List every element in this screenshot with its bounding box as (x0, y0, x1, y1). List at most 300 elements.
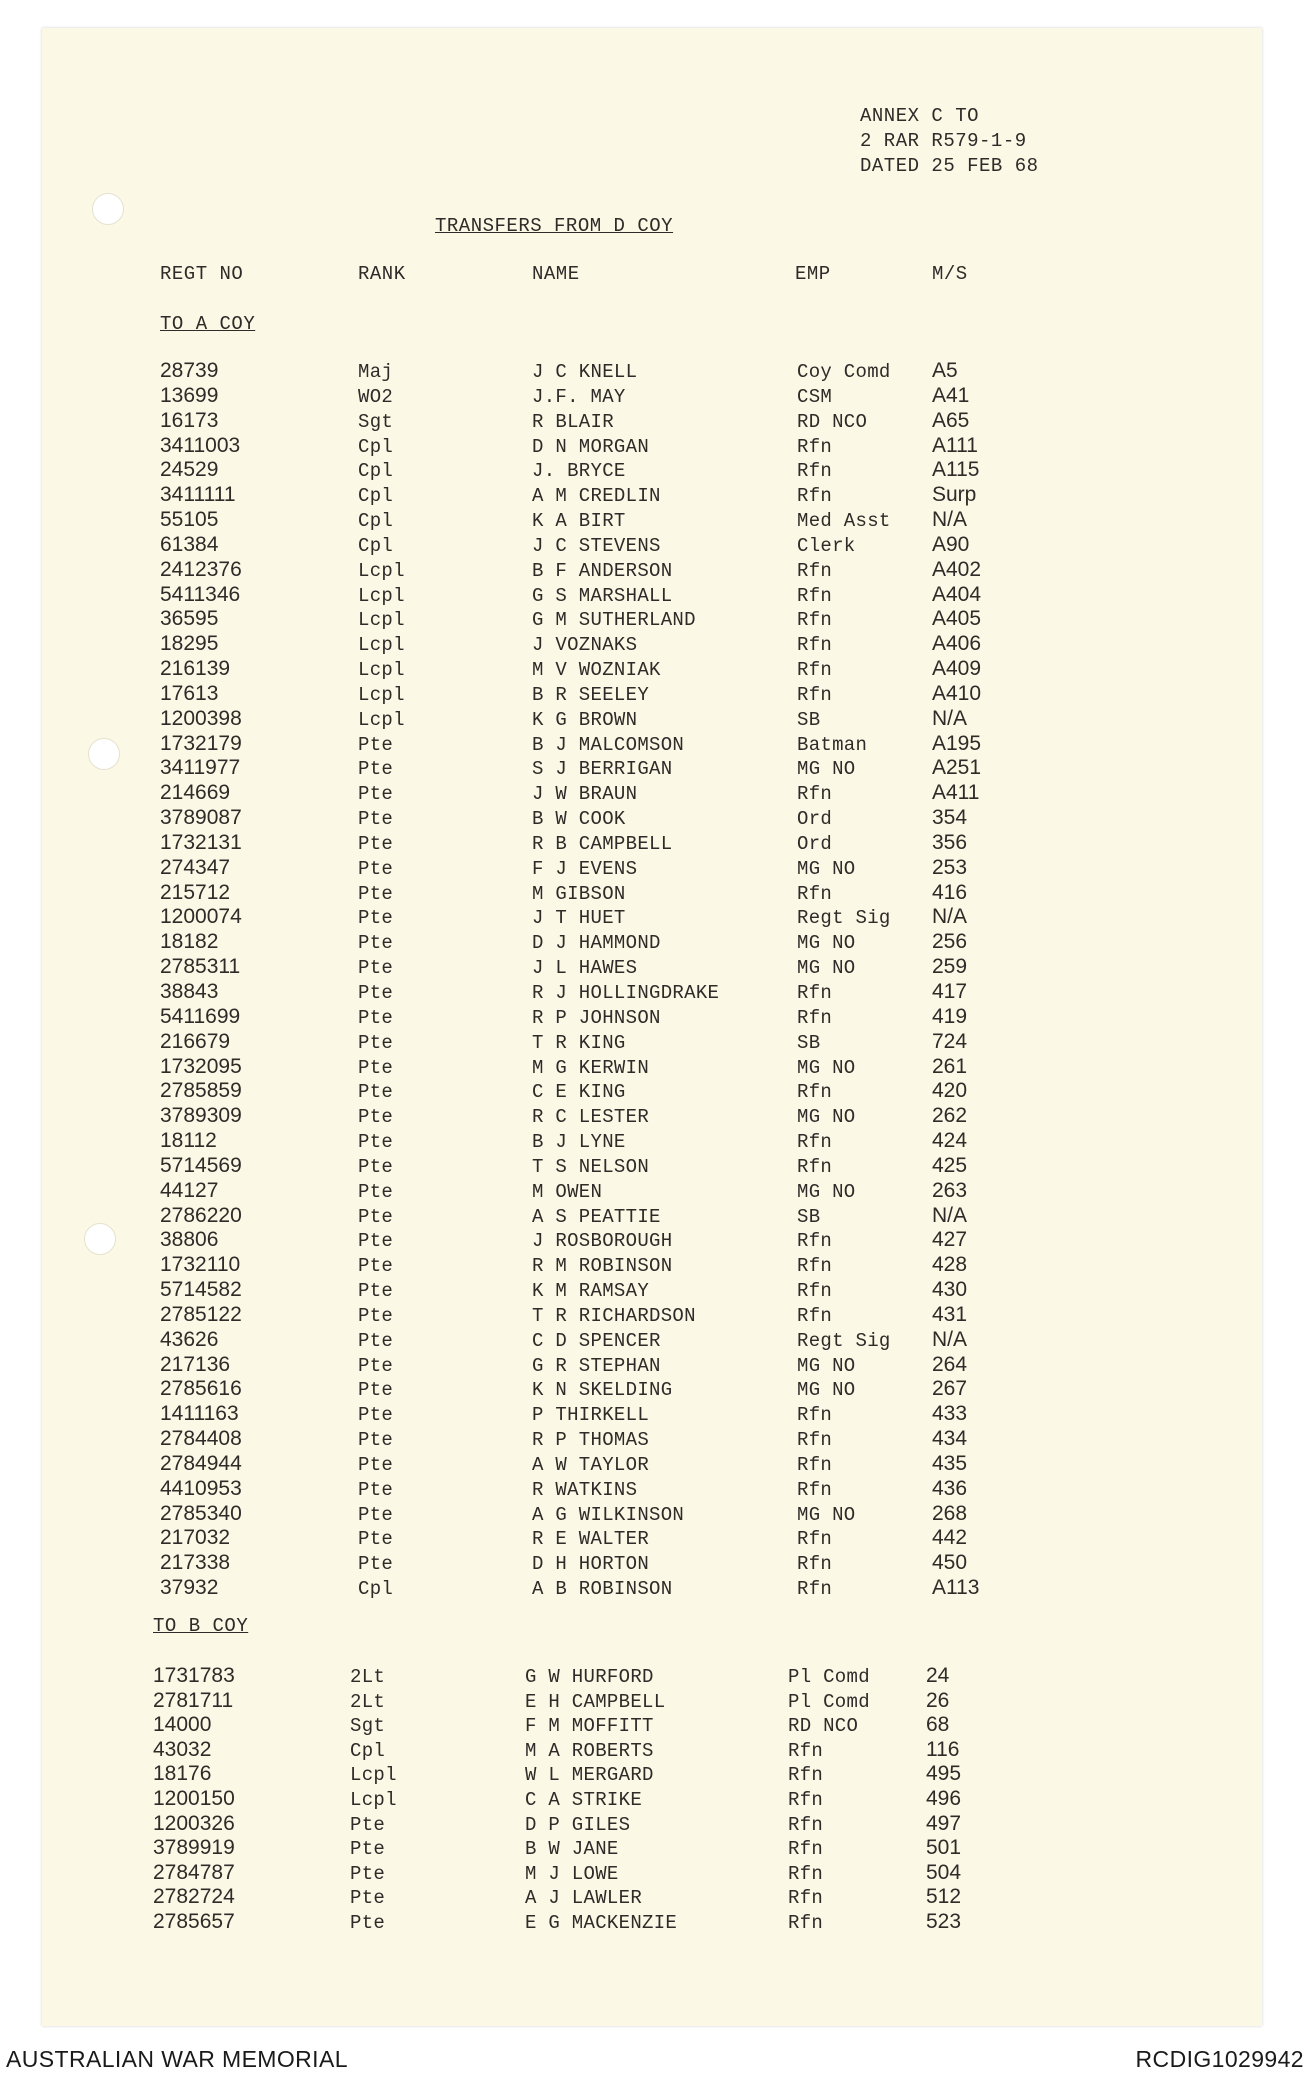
cell-name: J.F. MAY (532, 386, 626, 408)
annex-reference (860, 104, 1039, 179)
cell-name: E G MACKENZIE (525, 1912, 678, 1934)
cell-regt: 3789309 (160, 1104, 242, 1127)
table-row (0, 709, 1316, 734)
cell-rank: Cpl (358, 510, 394, 532)
cell-name: A G WILKINSON (532, 1504, 685, 1526)
table-row (0, 1330, 1316, 1355)
table-row (0, 1912, 1316, 1937)
cell-regt: 1731783 (153, 1664, 235, 1687)
table-row (0, 659, 1316, 684)
table-row (0, 1528, 1316, 1553)
cell-emp: CSM (797, 386, 833, 408)
cell-rank: Pte (358, 1106, 394, 1128)
cell-ms: 24 (926, 1664, 950, 1687)
cell-ms: A41 (932, 384, 970, 407)
table-row (0, 535, 1316, 560)
table-row (0, 1838, 1316, 1863)
cell-rank: 2Lt (350, 1666, 386, 1688)
cell-ms: 724 (932, 1030, 968, 1053)
cell-emp: Rfn (788, 1764, 824, 1786)
cell-ms: 268 (932, 1502, 968, 1525)
cell-ms: 425 (932, 1154, 968, 1177)
cell-regt: 28739 (160, 359, 219, 382)
cell-name: C E KING (532, 1081, 626, 1103)
cell-rank: Lcpl (358, 560, 405, 582)
cell-name: M J LOWE (525, 1863, 619, 1885)
table-row (0, 1081, 1316, 1106)
cell-regt: 38843 (160, 980, 219, 1003)
cell-emp: Pl Comd (788, 1666, 870, 1688)
cell-regt: 3789087 (160, 806, 242, 829)
cell-ms: A90 (932, 533, 970, 556)
table-row (0, 1305, 1316, 1330)
cell-rank: Lcpl (358, 609, 405, 631)
section-heading: TO A COY (160, 313, 256, 335)
date-line: DATED 25 FEB 68 (860, 155, 1039, 177)
cell-ms: A65 (932, 409, 970, 432)
cell-emp: Batman (797, 734, 868, 756)
cell-rank: Pte (358, 1255, 394, 1277)
cell-rank: 2Lt (350, 1691, 386, 1713)
cell-emp: SB (797, 709, 821, 731)
cell-name: G W HURFORD (525, 1666, 654, 1688)
cell-regt: 2785122 (160, 1303, 242, 1326)
table-row (0, 1553, 1316, 1578)
cell-regt: 36595 (160, 607, 219, 630)
table-row (0, 1106, 1316, 1131)
cell-emp: Rfn (797, 585, 833, 607)
cell-rank: Pte (358, 1181, 394, 1203)
cell-name: W L MERGARD (525, 1764, 654, 1786)
column-header-ms: M/S (932, 263, 968, 285)
cell-emp: Rfn (788, 1740, 824, 1762)
cell-rank: Pte (358, 883, 394, 905)
cell-ms: 262 (932, 1104, 968, 1127)
cell-name: R E WALTER (532, 1528, 650, 1550)
table-row (0, 858, 1316, 883)
cell-rank: Cpl (358, 1578, 394, 1600)
cell-rank: Sgt (350, 1715, 386, 1737)
cell-rank: Lcpl (358, 634, 405, 656)
cell-regt: 43626 (160, 1328, 219, 1351)
cell-regt: 216679 (160, 1030, 231, 1053)
cell-ms: 261 (932, 1055, 968, 1078)
cell-rank: Pte (358, 1504, 394, 1526)
cell-ms: N/A (932, 707, 968, 730)
cell-regt: 274347 (160, 856, 231, 879)
cell-name: D N MORGAN (532, 436, 650, 458)
cell-ms: A404 (932, 583, 982, 606)
cell-regt: 217032 (160, 1526, 231, 1549)
cell-emp: Rfn (797, 1454, 833, 1476)
cell-ms: 417 (932, 980, 968, 1003)
reference-line: 2 RAR R579-1-9 (860, 130, 1027, 152)
cell-regt: 18182 (160, 930, 219, 953)
cell-emp: Ord (797, 808, 833, 830)
cell-ms: A195 (932, 732, 982, 755)
cell-rank: Pte (358, 1131, 394, 1153)
cell-ms: Surp (932, 483, 977, 506)
cell-regt: 1200150 (153, 1787, 235, 1810)
table-row (0, 1156, 1316, 1181)
cell-regt: 38806 (160, 1228, 219, 1251)
cell-name: J C KNELL (532, 361, 638, 383)
cell-name: J. BRYCE (532, 460, 626, 482)
cell-regt: 217338 (160, 1551, 231, 1574)
cell-regt: 13699 (160, 384, 219, 407)
cell-name: M V WOZNIAK (532, 659, 661, 681)
cell-ms: 504 (926, 1861, 962, 1884)
cell-regt: 5411346 (160, 583, 241, 606)
cell-name: C D SPENCER (532, 1330, 661, 1352)
table-row (0, 1479, 1316, 1504)
cell-rank: WO2 (358, 386, 394, 408)
cell-name: D J HAMMOND (532, 932, 661, 954)
cell-regt: 1200074 (160, 905, 242, 928)
cell-name: B R SEELEY (532, 684, 650, 706)
cell-ms: A402 (932, 558, 982, 581)
cell-name: B J LYNE (532, 1131, 626, 1153)
table-row (0, 460, 1316, 485)
cell-emp: Rfn (788, 1863, 824, 1885)
table-row (0, 907, 1316, 932)
cell-rank: Lcpl (350, 1764, 397, 1786)
cell-rank: Pte (358, 1057, 394, 1079)
cell-ms: N/A (932, 905, 968, 928)
cell-rank: Pte (358, 1404, 394, 1426)
column-header-regt-no: REGT NO (160, 263, 244, 285)
cell-regt: 61384 (160, 533, 219, 556)
cell-rank: Pte (358, 1156, 394, 1178)
cell-regt: 3411003 (160, 434, 241, 457)
cell-name: C A STRIKE (525, 1789, 643, 1811)
cell-rank: Pte (358, 783, 394, 805)
footer-catalogue-id: RCDIG1029942 (1135, 2046, 1304, 2072)
cell-name: A J LAWLER (525, 1887, 643, 1909)
table-row (0, 1379, 1316, 1404)
cell-name: E H CAMPBELL (525, 1691, 666, 1713)
cell-name: A S PEATTIE (532, 1206, 661, 1228)
cell-name: B W JANE (525, 1838, 619, 1860)
cell-emp: Rfn (797, 659, 833, 681)
cell-rank: Maj (358, 361, 394, 383)
cell-rank: Cpl (358, 436, 394, 458)
cell-rank: Lcpl (350, 1789, 397, 1811)
cell-ms: A115 (932, 458, 980, 481)
table-row (0, 758, 1316, 783)
cell-emp: Rfn (797, 460, 833, 482)
table-row (0, 386, 1316, 411)
cell-name: T R RICHARDSON (532, 1305, 696, 1327)
cell-name: K M RAMSAY (532, 1280, 650, 1302)
cell-emp: MG NO (797, 957, 856, 979)
cell-rank: Pte (358, 1528, 394, 1550)
cell-name: R BLAIR (532, 411, 614, 433)
cell-name: A M CREDLIN (532, 485, 661, 507)
cell-rank: Pte (358, 1081, 394, 1103)
table-row (0, 833, 1316, 858)
cell-name: G S MARSHALL (532, 585, 673, 607)
table-row (0, 361, 1316, 386)
cell-emp: Rfn (797, 1479, 833, 1501)
cell-ms: 430 (932, 1278, 968, 1301)
cell-rank: Pte (358, 1206, 394, 1228)
cell-name: P THIRKELL (532, 1404, 650, 1426)
cell-emp: Rfn (797, 1131, 833, 1153)
cell-rank: Pte (358, 1007, 394, 1029)
cell-name: T S NELSON (532, 1156, 650, 1178)
table-row (0, 684, 1316, 709)
cell-emp: Rfn (788, 1789, 824, 1811)
cell-ms: 495 (926, 1762, 962, 1785)
table-row (0, 1715, 1316, 1740)
cell-regt: 5714569 (160, 1154, 242, 1177)
cell-ms: 26 (926, 1689, 950, 1712)
cell-ms: N/A (932, 1328, 968, 1351)
cell-name: R C LESTER (532, 1106, 650, 1128)
cell-emp: Rfn (797, 436, 833, 458)
cell-ms: 433 (932, 1402, 968, 1425)
cell-ms: 512 (926, 1885, 962, 1908)
cell-ms: A5 (932, 359, 958, 382)
cell-rank: Pte (358, 1330, 394, 1352)
cell-ms: A411 (932, 781, 980, 804)
table-row (0, 1578, 1316, 1603)
cell-regt: 2785859 (160, 1079, 242, 1102)
table-row (0, 1666, 1316, 1691)
cell-rank: Pte (358, 907, 394, 929)
table-row (0, 1007, 1316, 1032)
cell-regt: 18112 (160, 1129, 217, 1152)
cell-name: F M MOFFITT (525, 1715, 654, 1737)
cell-name: K A BIRT (532, 510, 626, 532)
table-row (0, 510, 1316, 535)
table-row (0, 1429, 1316, 1454)
cell-rank: Lcpl (358, 585, 405, 607)
cell-rank: Pte (358, 982, 394, 1004)
cell-ms: 116 (926, 1738, 960, 1761)
cell-ms: 501 (926, 1836, 962, 1859)
column-header-rank: RANK (358, 263, 406, 285)
cell-ms: 416 (932, 881, 968, 904)
cell-name: M G KERWIN (532, 1057, 650, 1079)
cell-ms: 256 (932, 930, 968, 953)
cell-emp: Pl Comd (788, 1691, 870, 1713)
cell-rank: Pte (358, 1379, 394, 1401)
cell-regt: 37932 (160, 1576, 219, 1599)
cell-emp: Coy Comd (797, 361, 891, 383)
cell-name: J L HAWES (532, 957, 638, 979)
cell-emp: MG NO (797, 1106, 856, 1128)
cell-emp: Rfn (797, 1230, 833, 1252)
cell-regt: 5411699 (160, 1005, 241, 1028)
cell-emp: Rfn (797, 883, 833, 905)
table-row (0, 957, 1316, 982)
table-row (0, 634, 1316, 659)
cell-rank: Pte (358, 957, 394, 979)
cell-name: S J BERRIGAN (532, 758, 673, 780)
cell-emp: Rfn (797, 1305, 833, 1327)
cell-rank: Pte (358, 758, 394, 780)
cell-emp: Rfn (797, 1081, 833, 1103)
cell-regt: 214669 (160, 781, 231, 804)
cell-regt: 5714582 (160, 1278, 242, 1301)
cell-regt: 1732110 (160, 1253, 241, 1276)
cell-name: R M ROBINSON (532, 1255, 673, 1277)
cell-emp: Rfn (797, 1578, 833, 1600)
cell-name: M GIBSON (532, 883, 626, 905)
cell-regt: 215712 (160, 881, 231, 904)
cell-regt: 1732095 (160, 1055, 242, 1078)
cell-ms: 267 (932, 1377, 968, 1400)
column-header-name: NAME (532, 263, 580, 285)
cell-rank: Pte (350, 1887, 386, 1909)
cell-name: K G BROWN (532, 709, 638, 731)
cell-ms: A406 (932, 632, 982, 655)
cell-ms: 442 (932, 1526, 968, 1549)
cell-name: B J MALCOMSON (532, 734, 685, 756)
cell-name: J VOZNAKS (532, 634, 638, 656)
cell-rank: Pte (358, 1355, 394, 1377)
cell-name: R P JOHNSON (532, 1007, 661, 1029)
cell-rank: Pte (358, 932, 394, 954)
cell-emp: Regt Sig (797, 1330, 891, 1352)
cell-name: A W TAYLOR (532, 1454, 650, 1476)
cell-rank: Sgt (358, 411, 394, 433)
cell-ms: A113 (932, 1576, 980, 1599)
cell-name: A B ROBINSON (532, 1578, 673, 1600)
cell-emp: Rfn (797, 560, 833, 582)
cell-emp: MG NO (797, 1181, 856, 1203)
cell-name: R P THOMAS (532, 1429, 650, 1451)
cell-ms: 523 (926, 1910, 962, 1933)
cell-regt: 1200326 (153, 1812, 235, 1835)
table-row (0, 783, 1316, 808)
cell-emp: SB (797, 1032, 821, 1054)
cell-emp: Rfn (788, 1887, 824, 1909)
cell-ms: 431 (932, 1303, 968, 1326)
cell-name: T R KING (532, 1032, 626, 1054)
table-row (0, 1181, 1316, 1206)
cell-emp: Rfn (797, 1255, 833, 1277)
cell-rank: Cpl (358, 535, 394, 557)
cell-ms: 434 (932, 1427, 968, 1450)
footer-institution: AUSTRALIAN WAR MEMORIAL (6, 2046, 348, 2072)
cell-regt: 217136 (160, 1353, 231, 1376)
cell-rank: Pte (350, 1838, 386, 1860)
cell-emp: Rfn (797, 1280, 833, 1302)
cell-emp: Rfn (797, 634, 833, 656)
cell-regt: 3411111 (160, 483, 236, 506)
cell-name: J W BRAUN (532, 783, 638, 805)
cell-rank: Cpl (358, 485, 394, 507)
page-title: TRANSFERS FROM D COY (435, 215, 674, 237)
cell-rank: Pte (358, 1032, 394, 1054)
cell-regt: 2786220 (160, 1204, 242, 1227)
cell-emp: MG NO (797, 1504, 856, 1526)
cell-ms: A405 (932, 607, 982, 630)
cell-ms: 419 (932, 1005, 968, 1028)
cell-emp: Rfn (797, 1528, 833, 1550)
cell-regt: 18176 (153, 1762, 212, 1785)
cell-ms: A409 (932, 657, 982, 680)
cell-name: J C STEVENS (532, 535, 661, 557)
cell-rank: Pte (358, 1479, 394, 1501)
cell-name: G M SUTHERLAND (532, 609, 696, 631)
cell-emp: Rfn (788, 1912, 824, 1934)
cell-name: R B CAMPBELL (532, 833, 673, 855)
cell-name: K N SKELDING (532, 1379, 673, 1401)
cell-ms: 68 (926, 1713, 950, 1736)
cell-emp: Rfn (797, 982, 833, 1004)
cell-emp: Regt Sig (797, 907, 891, 929)
cell-ms: 427 (932, 1228, 968, 1251)
punch-hole (92, 193, 124, 225)
table-row (0, 1255, 1316, 1280)
cell-rank: Lcpl (358, 709, 405, 731)
cell-ms: 354 (932, 806, 968, 829)
cell-emp: Rfn (797, 1156, 833, 1178)
cell-regt: 43032 (153, 1738, 212, 1761)
cell-ms: 424 (932, 1129, 968, 1152)
column-header-emp: EMP (795, 263, 831, 285)
cell-name: R J HOLLINGDRAKE (532, 982, 720, 1004)
cell-regt: 2785657 (153, 1910, 235, 1933)
cell-ms: N/A (932, 1204, 968, 1227)
cell-name: F J EVENS (532, 858, 638, 880)
cell-regt: 2785616 (160, 1377, 242, 1400)
cell-rank: Pte (350, 1814, 386, 1836)
cell-rank: Pte (358, 808, 394, 830)
table-row (0, 485, 1316, 510)
cell-rank: Pte (358, 1230, 394, 1252)
cell-name: R WATKINS (532, 1479, 638, 1501)
cell-ms: 253 (932, 856, 968, 879)
cell-rank: Pte (358, 1280, 394, 1302)
table-row (0, 1789, 1316, 1814)
cell-ms: 264 (932, 1353, 968, 1376)
cell-emp: Med Asst (797, 510, 891, 532)
cell-regt: 2781711 (153, 1689, 234, 1712)
cell-ms: 263 (932, 1179, 968, 1202)
cell-regt: 2784944 (160, 1452, 242, 1475)
table-row (0, 808, 1316, 833)
cell-emp: SB (797, 1206, 821, 1228)
cell-regt: 55105 (160, 508, 219, 531)
cell-rank: Pte (350, 1912, 386, 1934)
cell-emp: RD NCO (797, 411, 868, 433)
cell-regt: 1200398 (160, 707, 242, 730)
table-row (0, 1454, 1316, 1479)
table-row (0, 609, 1316, 634)
table-row (0, 560, 1316, 585)
cell-rank: Cpl (350, 1740, 386, 1762)
cell-ms: A111 (932, 434, 978, 457)
cell-ms: 450 (932, 1551, 968, 1574)
cell-emp: RD NCO (788, 1715, 859, 1737)
table-row (0, 1032, 1316, 1057)
annex-line: ANNEX C TO (860, 105, 980, 127)
cell-emp: Rfn (797, 485, 833, 507)
cell-emp: MG NO (797, 1379, 856, 1401)
table-row (0, 1230, 1316, 1255)
cell-regt: 24529 (160, 458, 219, 481)
cell-ms: 435 (932, 1452, 968, 1475)
cell-emp: MG NO (797, 1355, 856, 1377)
cell-ms: 497 (926, 1812, 962, 1835)
cell-regt: 2785311 (160, 955, 241, 978)
cell-rank: Pte (358, 1305, 394, 1327)
